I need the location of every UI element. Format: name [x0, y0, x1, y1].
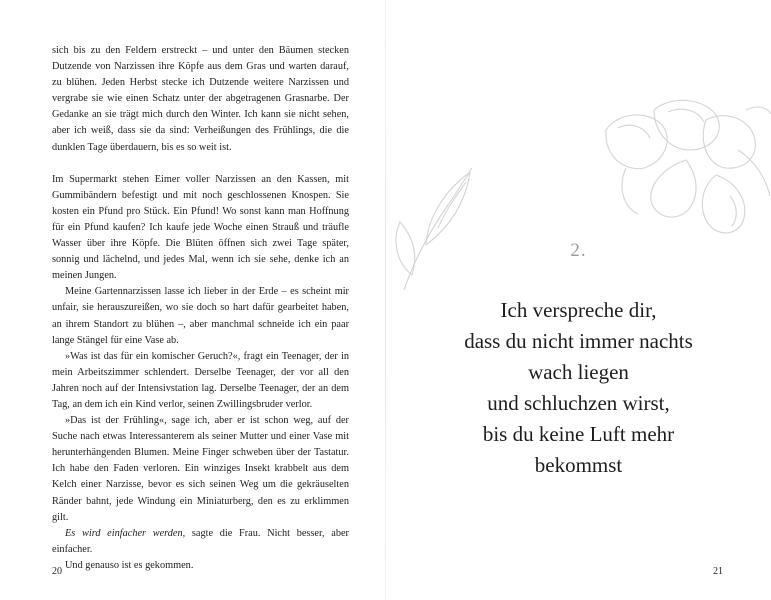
quote-tail: sagte die Frau. Nicht besser, aber einfacher.: [52, 527, 349, 555]
italic-phrase: Es wird einfacher werden,: [65, 527, 186, 539]
paragraph: Meine Gartennarzissen lasse ich lieber in der Erde – es scheint mir unfair, sie herauszureißen, wo sie doch so hart dafür gearbeitet haben, an ihrem Standort zu blühen –, aber manchmal schneide ich ein paar lange Stängel für eine Vase ab.: [52, 286, 349, 346]
right-page: [386, 0, 771, 600]
poem-line: dass du nicht immer nachts: [464, 329, 693, 353]
body-text: [52, 43, 349, 574]
paragraph: Und genauso ist es gekommen.: [65, 559, 194, 571]
page-number-right: 21: [713, 566, 723, 577]
poem-line: bekommst: [534, 453, 623, 477]
paragraph: Im Supermarkt stehen Eimer voller Narzissen an den Kassen, mit Gummibändern befestigt und mit noch geschlossenen Knospen. Sie kosten ein Pfund pro Stück. Ein Pfund! Wo sonst kann man Hoffnung für ein Pfund kaufen? Ich kaufe jede Woche einen Strauß und träufle Wasser über ihre Köpfe. Die Blüten öffnen sich zwei Tage später, sonnig und lächelnd, und jedes Mal, wenn ich sie sehe, denke ich an meinen Jungen.: [52, 173, 349, 282]
poem-line: bis du keine Luft mehr: [482, 422, 675, 446]
paragraph-quote: [52, 526, 349, 558]
poem-line: und schluchzen wirst,: [487, 391, 670, 415]
poem-line: Ich verspreche dir,: [500, 298, 657, 322]
paragraph: sich bis zu den Feldern erstreckt – und unter den Bäumen stecken Dutzende von Narzissen ihre Köpfe aus dem Gras und warten darauf, zu blühen. Jeden Herbst stecke ich Dutzende weitere Narzissen und vergrabe sie wie einen Schatz unter der abgetragenen Grasnarbe. Der Gedanke an sie trägt mich durch den Winter. Ich kann sie nicht sehen, aber ich weiß, dass sie da sind: Verheißungen des Frühlings, die die dunklen Tage überdauern, bis es so weit ist.: [52, 45, 349, 153]
chapter-number: 2.: [570, 240, 587, 261]
poem-line: wach liegen: [528, 360, 629, 384]
poem-block: [386, 295, 771, 481]
paragraph: »Das ist der Frühling«, sage ich, aber er ist schon weg, auf der Suche nach etwas Interessanterem als seiner Mutter und einer Vase mit herunterhängenden Blumen. Meine Finger schweben über der Tastatur. Ich habe den Faden verloren. Ein winziges Insekt krabbelt aus dem Kelch einer Narzisse, bevor es sich seinen Weg um die gekräuselten Ränder bahnt, jede Windung ein Miniaturberg, den es zu erklimmen gilt.: [52, 415, 349, 523]
page-number-left: 20: [52, 566, 62, 577]
paragraph: »Was ist das für ein komischer Geruch?«, fragt ein Teenager, der in mein Arbeitszimmer schlendert. Derselbe Teenager, der vor all den Jahren noch auf der Intensivstation lag. Derselbe Teenager, der an dem Tag, an dem ich ein Kind verlor, seinen Zwillingsbruder verlor.: [52, 350, 349, 410]
